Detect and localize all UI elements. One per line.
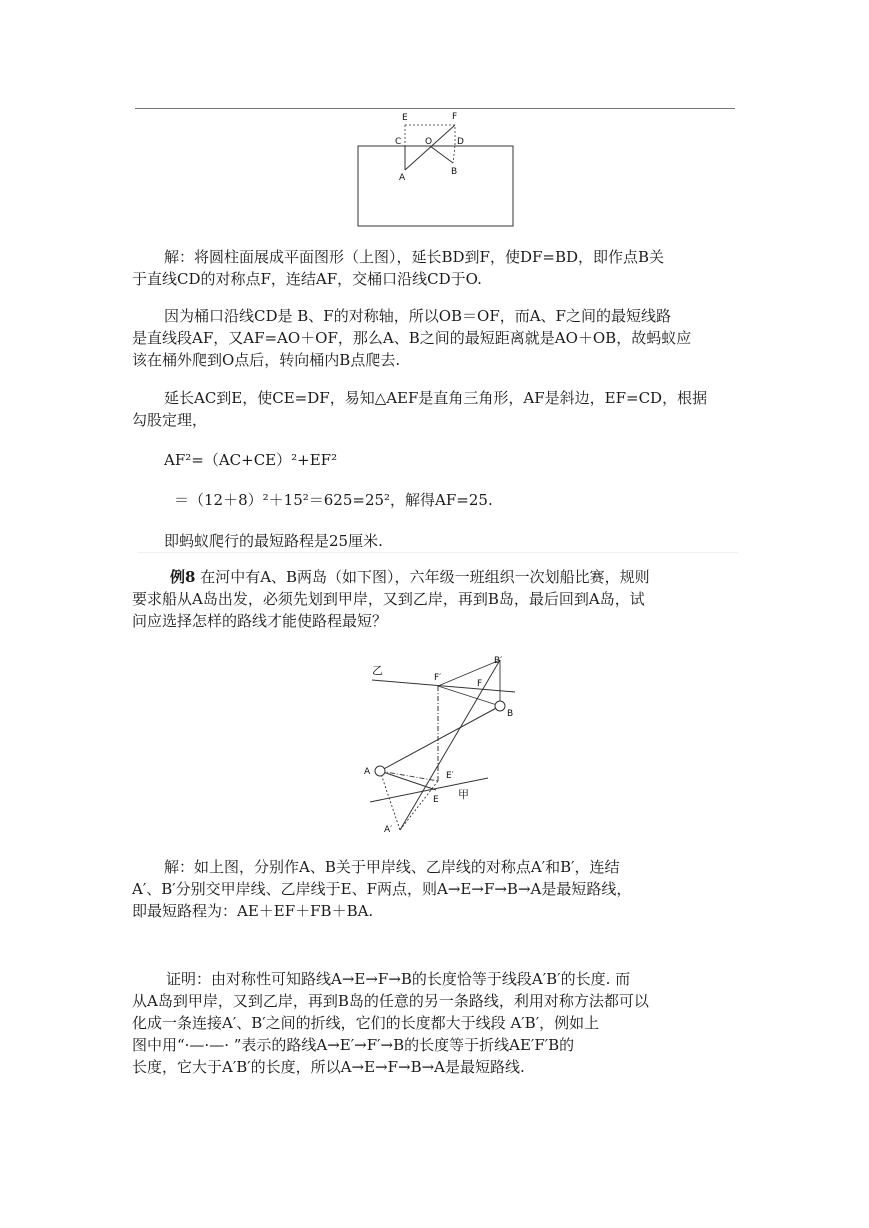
- solution2-line2: A′、B′分别交甲岸线、乙岸线于E、F两点，则A→E→F→B→A是最短路线，: [132, 880, 632, 898]
- cylinder-rectangle: [358, 146, 513, 226]
- label-B: B: [507, 709, 514, 719]
- solution1-line1: 解：将圆柱面展成平面图形（上图），延长BD到F，使DF=BD，即作点B关: [164, 248, 665, 266]
- solution2-line1: 解：如上图，分别作A、B关于甲岸线、乙岸线的对称点A′和B′，连结: [164, 858, 620, 876]
- label-B: B: [451, 167, 458, 177]
- segment-OB: [430, 146, 453, 163]
- example8-line1: [132, 566, 770, 588]
- segment-AAp: [380, 771, 400, 830]
- label-Ap: A′: [384, 825, 393, 835]
- figure-cylinder-unfolded: [350, 108, 520, 230]
- label-jia: 甲: [458, 788, 469, 801]
- label-Fp: F′: [434, 673, 442, 683]
- label-F: F: [452, 112, 458, 122]
- proof-line3: 化成一条连接A′、B′之间的折线，它们的长度都大于线段 A′B′，例如上: [132, 1014, 600, 1032]
- label-Bp: B′: [494, 656, 503, 666]
- label-A: A: [399, 173, 406, 183]
- example8-line3: 问应选择怎样的路线才能使路程最短？: [132, 612, 388, 630]
- label-C: C: [395, 137, 402, 147]
- segment-DB-dashed: [453, 146, 455, 163]
- label-A: A: [364, 767, 371, 777]
- label-O: O: [425, 137, 433, 147]
- solution1-line5: 该在桶外爬到O点后，转向桶内B点爬去.: [132, 351, 401, 369]
- label-Ep: E′: [446, 771, 454, 781]
- label-F: F: [477, 679, 483, 689]
- segment-ApE: [400, 781, 438, 830]
- proof-line5: 长度，它大于A′B′的长度，所以A→E→F→B→A是最短路线.: [132, 1058, 525, 1076]
- equation-2: ＝（12＋8）²＋15²＝625=25²，解得AF=25.: [174, 491, 493, 509]
- label-D: D: [457, 137, 464, 147]
- segment-FpF: [438, 660, 500, 686]
- segment-AEp: [380, 771, 438, 781]
- bank-yi-line: [372, 680, 515, 692]
- proof-line2: 从A岛到甲岸，又到乙岸，再到B岛的任意的另一条路线，利用对称方法都可以: [132, 992, 649, 1010]
- label-yi: 乙: [372, 664, 383, 677]
- segment-ApBp: [400, 660, 500, 830]
- label-E: E: [433, 795, 439, 805]
- segment-AF: [405, 125, 455, 170]
- solution1-line3: 因为桶口沿线CD是 B、F的对称轴，所以OB＝OF，而A、F之间的最短线路: [164, 307, 671, 325]
- segment-FpB: [438, 686, 500, 706]
- figure-river-islands: [360, 650, 530, 840]
- island-A-icon: [375, 766, 385, 776]
- solution1-line6: 延长AC到E，使CE=DF，易知△AEF是直角三角形，AF是斜边，EF=CD，根据: [164, 389, 708, 407]
- solution1-line7: 勾股定理，: [132, 411, 208, 429]
- solution2-line3: 即最短路程为：AE＋EF＋FB＋BA.: [132, 902, 374, 920]
- example8-text1: 在河中有A、B两岛（如下图），六年级一班组织一次划船比赛，规则: [195, 568, 650, 586]
- example8-line2: 要求船从A岛出发，必须先划到甲岸，又到乙岸，再到B岛，最后回到A岛，试: [132, 590, 645, 608]
- solution1-line4: 是直线段AF，又AF=AO＋OF，那么A、B之间的最短距离就是AO＋OB，故蚂蚁应: [132, 329, 692, 347]
- segment-AE: [380, 771, 436, 790]
- example8-title: 例8: [170, 568, 196, 586]
- section-divider: [138, 552, 738, 553]
- equation-1: AF²=（AC+CE）²+EF²: [164, 451, 338, 469]
- solution1-conclusion: 即蚂蚁爬行的最短路程是25厘米.: [164, 532, 383, 550]
- label-E: E: [402, 113, 408, 123]
- proof-line1: 证明：由对称性可知路线A→E→F→B的长度恰等于线段A′B′的长度. 而: [166, 970, 631, 988]
- proof-line4: 图中用“·—·—· ”表示的路线A→E′→F′→B的长度等于折线AE′F′B的: [132, 1036, 575, 1054]
- solution1-line2: 于直线CD的对称点F，连结AF，交桶口沿线CD于O.: [132, 270, 482, 288]
- island-B-icon: [495, 701, 505, 711]
